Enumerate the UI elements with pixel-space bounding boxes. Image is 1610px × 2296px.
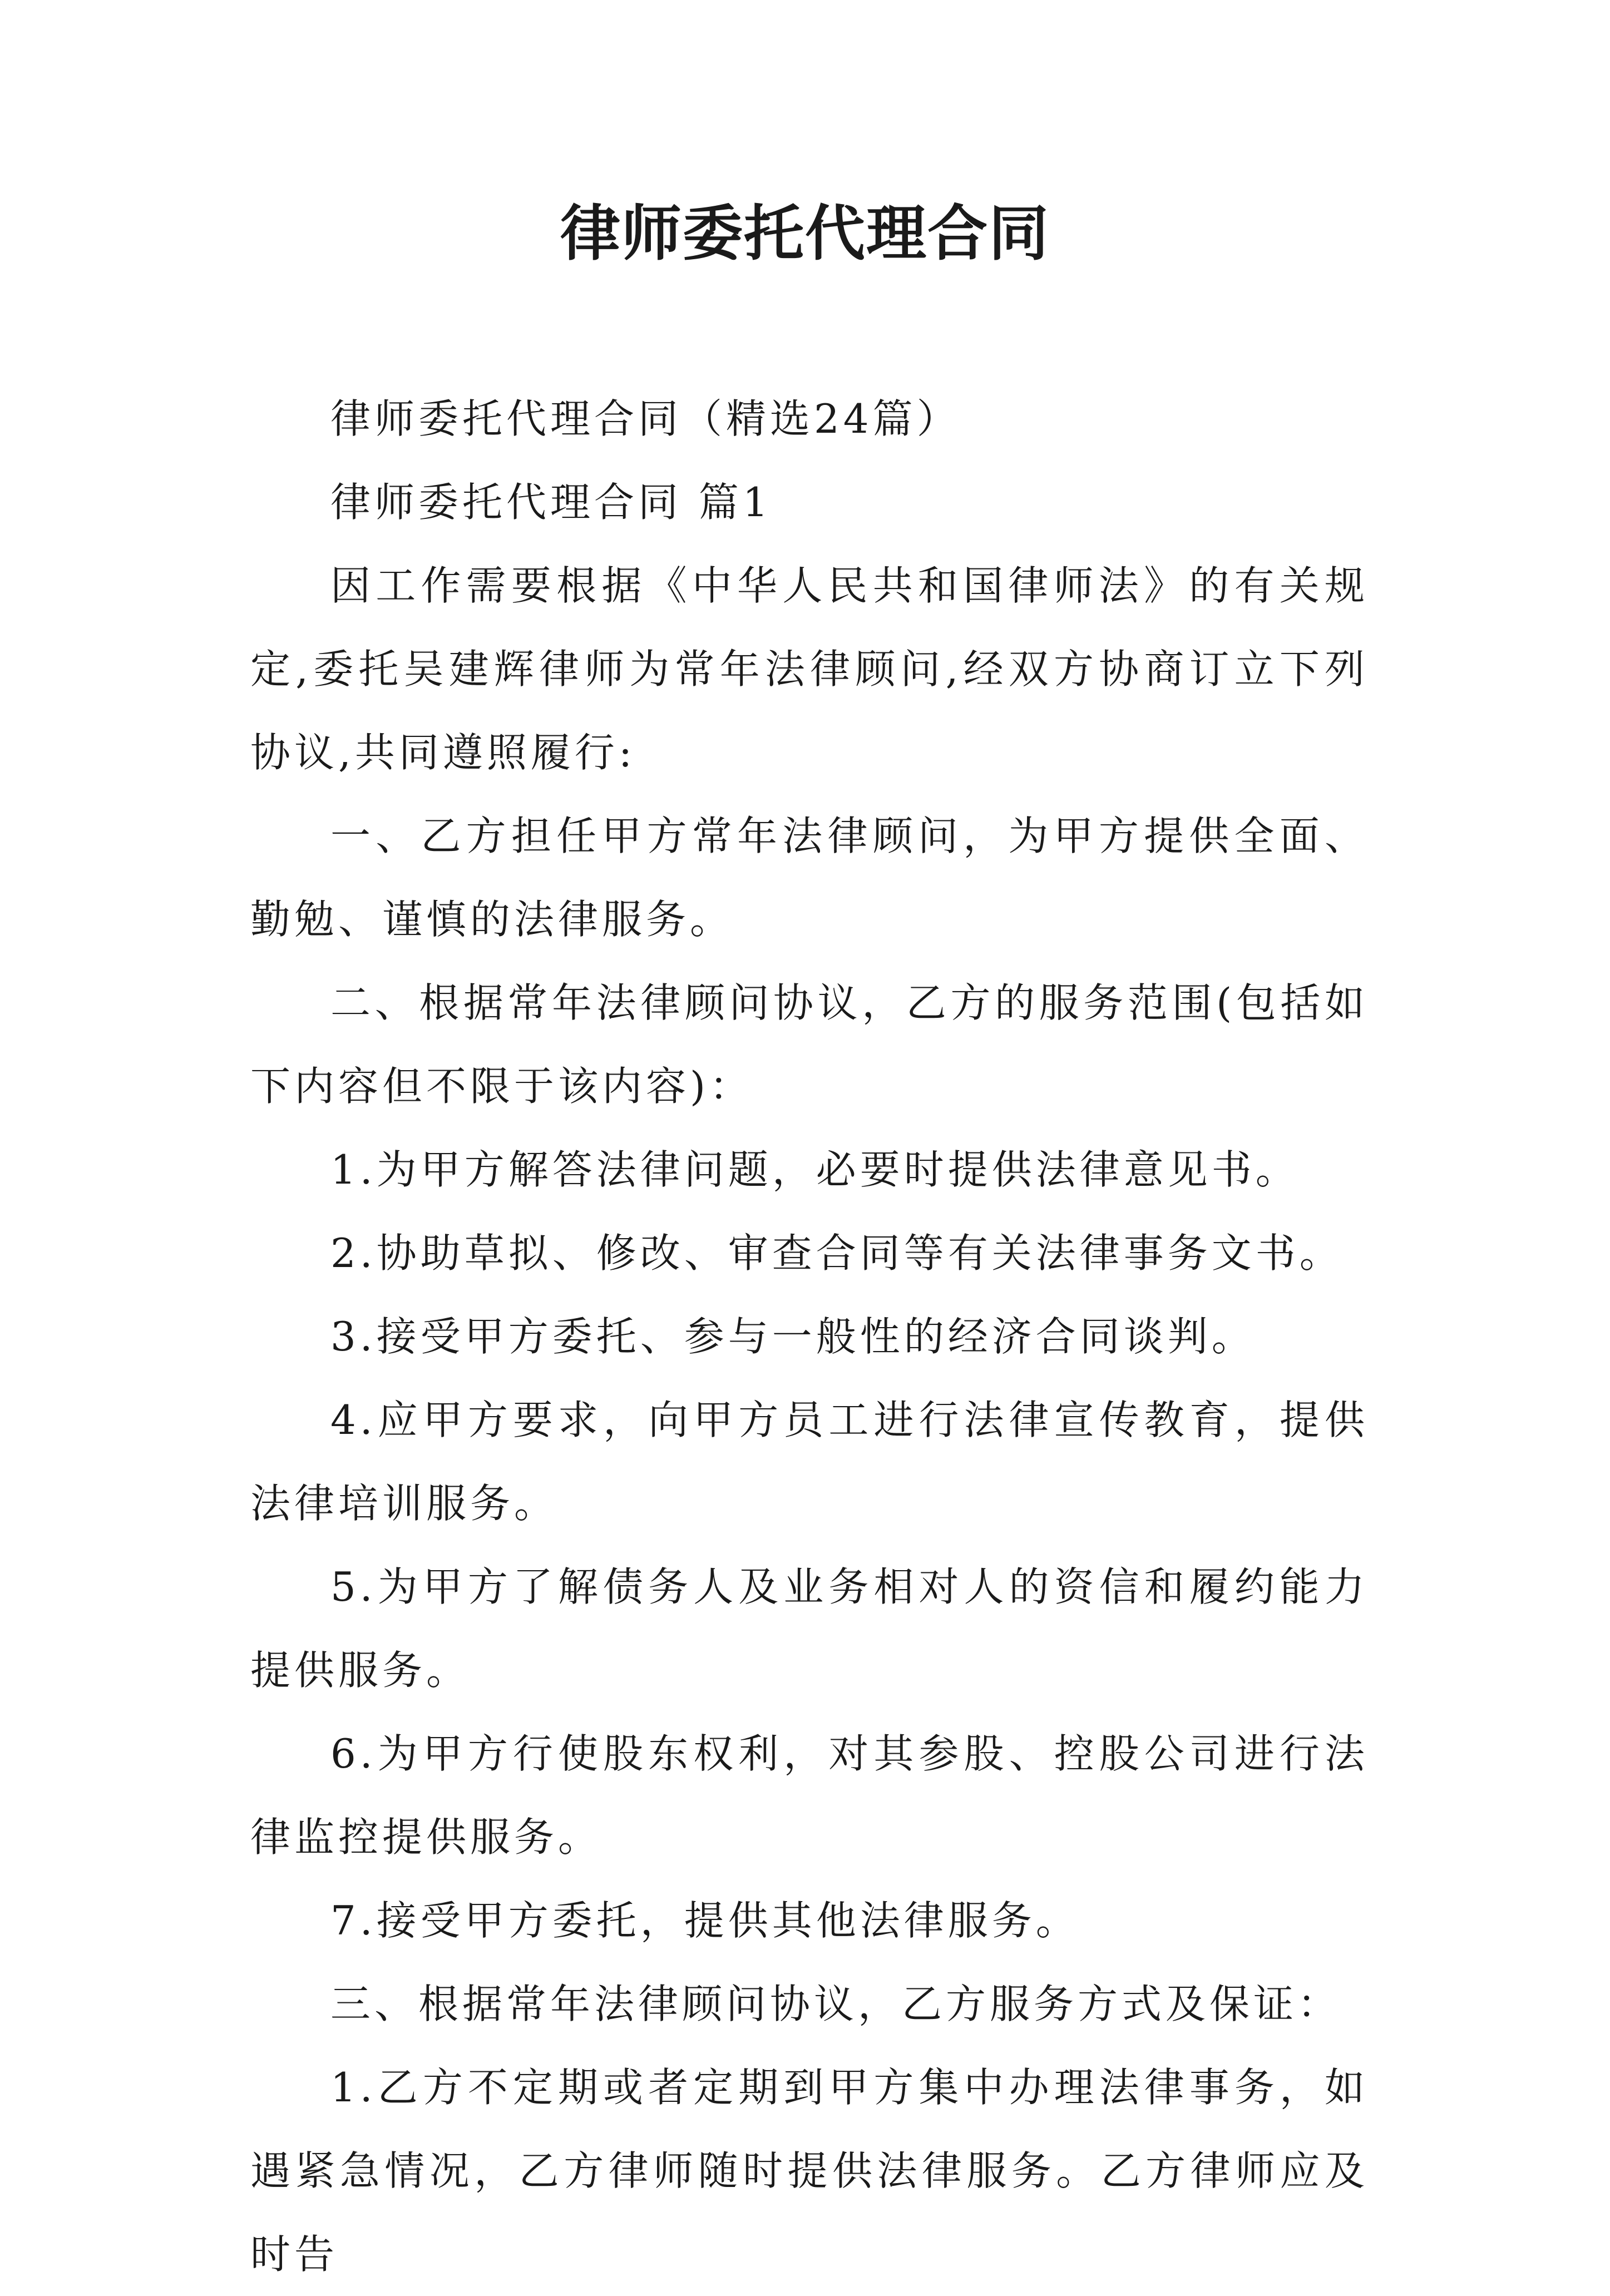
paragraph-item-7: 7.接受甲方委托，提供其他法律服务。 bbox=[330, 1897, 1080, 1944]
document-title: 律师委托代理合同 bbox=[560, 199, 1050, 269]
paragraph-preamble: 因工作需要根据《中华人民共和国律师法》的有关规定,委托吴建辉律师为常年法律顾问,经双方协商订立下列协议,共同遵照履行: bbox=[250, 562, 1369, 776]
paragraph-service-item-1: 1.乙方不定期或者定期到甲方集中办理法律事务，如遇紧急情况，乙方律师随时提供法律服务。乙方律师应及时告 bbox=[250, 2064, 1369, 2278]
paragraph-item-3: 3.接受甲方委托、参与一般性的经济合同谈判。 bbox=[330, 1313, 1256, 1360]
paragraph-item-6: 6.为甲方行使股东权利，对其参股、控股公司进行法律监控提供服务。 bbox=[250, 1730, 1369, 1860]
paragraph-subtitle: 律师委托代理合同（精选24篇） bbox=[330, 395, 961, 442]
paragraph-clause-2: 二、根据常年法律顾问协议，乙方的服务范围(包括如下内容但不限于该内容)： bbox=[250, 979, 1369, 1110]
paragraph-item-5: 5.为甲方了解债务人及业务相对人的资信和履约能力提供服务。 bbox=[250, 1563, 1369, 1694]
paragraph-section-heading: 律师委托代理合同 篇1 bbox=[330, 479, 772, 526]
paragraph-clause-1: 一、乙方担任甲方常年法律顾问，为甲方提供全面、勤勉、谨慎的法律服务。 bbox=[250, 813, 1369, 943]
document-body bbox=[250, 377, 1369, 2296]
paragraph-item-2: 2.协助草拟、修改、审查合同等有关法律事务文书。 bbox=[330, 1230, 1344, 1276]
paragraph-item-4: 4.应甲方要求，向甲方员工进行法律宣传教育，提供法律培训服务。 bbox=[250, 1397, 1369, 1527]
paragraph-clause-3: 三、根据常年法律顾问协议，乙方服务方式及保证： bbox=[330, 1981, 1342, 2027]
paragraph-item-1: 1.为甲方解答法律问题，必要时提供法律意见书。 bbox=[330, 1146, 1300, 1193]
